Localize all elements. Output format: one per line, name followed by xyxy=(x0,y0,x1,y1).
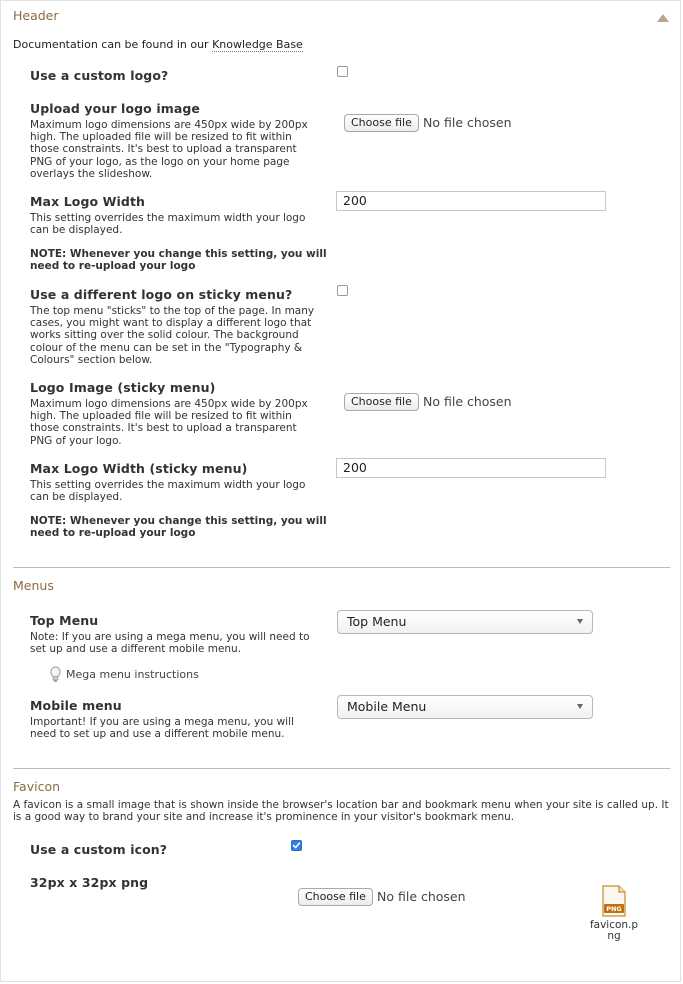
sticky-logo-checkbox[interactable] xyxy=(337,285,348,296)
sticky-logo-label: Use a different logo on sticky menu? xyxy=(30,287,293,302)
chevron-down-icon xyxy=(577,704,583,709)
knowledge-base-link[interactable]: Knowledge Base xyxy=(212,38,303,51)
top-menu-description: Note: If you are using a mega menu, you will need to set up and use a different mobile menu. xyxy=(30,631,310,656)
favicon-file-status: No file chosen xyxy=(377,889,466,904)
sticky-logo-image-label: Logo Image (sticky menu) xyxy=(30,380,216,395)
upload-logo-description: Maximum logo dimensions are 450px wide by 200px high. The uploaded file will be resized to fit within those constraints. It's best to upload a transparent PNG of your logo, as the logo on your home page overlays the slideshow. xyxy=(30,119,308,180)
sticky-logo-image-description: Maximum logo dimensions are 450px wide by 200px high. The uploaded file will be resized to fit within those constraints. It's best to upload a transparent PNG of your logo. xyxy=(30,398,308,447)
max-logo-width-description: This setting overrides the maximum width your logo can be displayed. xyxy=(30,212,306,237)
sticky-logo-description: The top menu "sticks" to the top of the page. In many cases, you might want to display a different logo that works sitting over the solid colour. The background colour of the menu can be set in the "Typography & Colours" section below. xyxy=(30,305,315,366)
section-title-header: Header xyxy=(13,8,59,23)
mobile-menu-description: Important! If you are using a mega menu, you will need to set up and use a different mobile menu. xyxy=(30,716,294,741)
max-logo-width-sticky-input[interactable]: 200 xyxy=(336,458,606,478)
section-divider xyxy=(13,567,670,568)
png-file-badge: PNG xyxy=(606,905,622,913)
sticky-logo-choose-file-button[interactable]: Choose file xyxy=(344,393,419,411)
section-title-menus: Menus xyxy=(13,578,54,593)
png-file-icon xyxy=(601,885,627,917)
favicon-file-name: favicon.png xyxy=(589,919,639,942)
section-divider xyxy=(13,768,670,769)
favicon-description: A favicon is a small image that is shown inside the browser's location bar and bookmark menu when your site is called up. It is a good way to brand your site and increase it's prominence in your visitor's bookmark menu. xyxy=(13,799,669,824)
favicon-size-label: 32px x 32px png xyxy=(30,875,149,890)
documentation-text: Documentation can be found in our Knowledge Base xyxy=(13,38,303,51)
checkmark-icon xyxy=(292,841,301,850)
top-menu-label: Top Menu xyxy=(30,613,99,628)
max-logo-width-sticky-label: Max Logo Width (sticky menu) xyxy=(30,461,248,476)
mobile-menu-selected-value: Mobile Menu xyxy=(347,699,427,714)
favicon-choose-file-button[interactable]: Choose file xyxy=(298,888,373,906)
upload-logo-choose-file-button[interactable]: Choose file xyxy=(344,114,419,132)
top-menu-selected-value: Top Menu xyxy=(347,614,407,629)
mega-menu-instructions-link[interactable]: Mega menu instructions xyxy=(66,668,199,681)
max-logo-width-sticky-note: NOTE: Whenever you change this setting, you will need to re-upload your logo xyxy=(30,515,327,540)
custom-logo-label: Use a custom logo? xyxy=(30,68,169,83)
max-logo-width-label: Max Logo Width xyxy=(30,194,146,209)
section-title-favicon: Favicon xyxy=(13,779,61,794)
mobile-menu-select[interactable] xyxy=(337,695,593,719)
max-logo-width-input[interactable]: 200 xyxy=(336,191,606,211)
collapse-arrow-icon[interactable] xyxy=(657,14,669,22)
mobile-menu-label: Mobile menu xyxy=(30,698,122,713)
chevron-down-icon xyxy=(577,619,583,624)
max-logo-width-sticky-description: This setting overrides the maximum width your logo can be displayed. xyxy=(30,479,306,504)
upload-logo-label: Upload your logo image xyxy=(30,101,200,116)
top-menu-select[interactable] xyxy=(337,610,593,634)
max-logo-width-note: NOTE: Whenever you change this setting, you will need to re-upload your logo xyxy=(30,248,327,273)
upload-logo-file-status: No file chosen xyxy=(423,115,512,130)
custom-icon-checkbox[interactable] xyxy=(291,840,302,851)
custom-logo-checkbox[interactable] xyxy=(337,66,348,77)
custom-icon-label: Use a custom icon? xyxy=(30,842,168,857)
lightbulb-icon xyxy=(49,666,62,683)
sticky-logo-file-status: No file chosen xyxy=(423,394,512,409)
